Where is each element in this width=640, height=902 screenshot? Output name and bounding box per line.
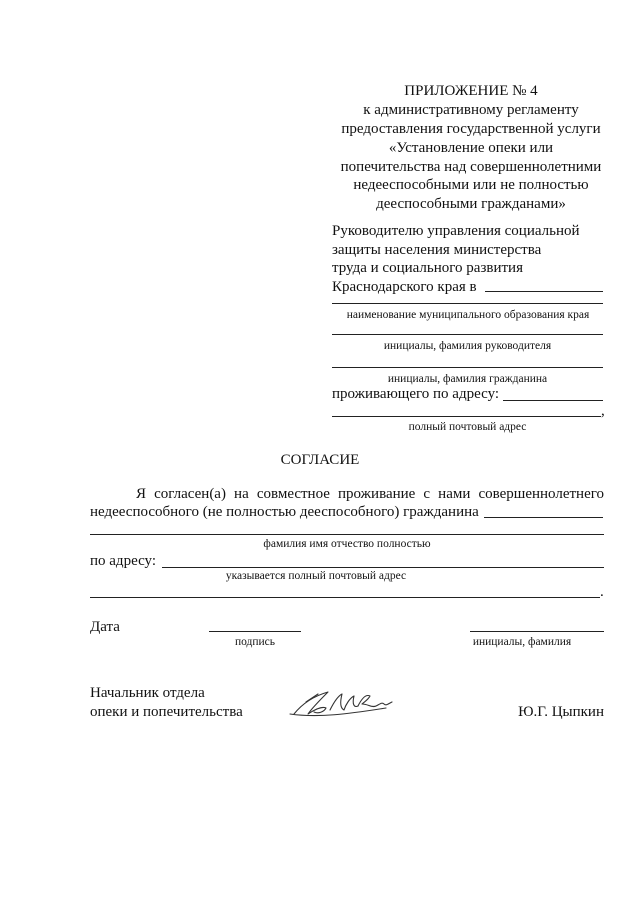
region-blank-line xyxy=(485,291,603,292)
consent-address-caption: указывается полный почтовый адрес xyxy=(225,570,407,582)
official-position-line-2: опеки и попечительства xyxy=(90,704,243,720)
consent-text-line-1: Я согласен(а) на совместное проживание с нами совершеннолетнего xyxy=(136,486,604,502)
addressee-line-3: труда и социального развития xyxy=(332,260,523,276)
fio-caption: фамилия имя отчество полностью xyxy=(263,538,431,550)
addressee-line-1: Руководителю управления социальной xyxy=(332,223,580,239)
consent-address-blank-line xyxy=(162,567,604,568)
addressee-line-4: Краснодарского края в xyxy=(332,279,477,295)
official-name: Ю.Г. Цыпкин xyxy=(518,704,604,720)
appendix-line-3: «Установление опеки или xyxy=(388,140,554,156)
handwritten-signature xyxy=(288,684,408,724)
residing-label: проживающего по адресу: xyxy=(332,386,500,402)
head-blank-line xyxy=(332,334,603,335)
consent-text-line-2: недееспособного (не полностью дееспособного) гражданина xyxy=(90,504,479,520)
appendix-line-5: недееспособными или не полностью xyxy=(353,177,589,193)
name-blank-line xyxy=(470,631,604,632)
signature-caption: подпись xyxy=(234,636,276,648)
appendix-line-1: к административному регламенту xyxy=(363,102,579,118)
citizen-blank-line xyxy=(332,367,603,368)
date-label: Дата xyxy=(90,619,120,635)
address-blank-line xyxy=(332,416,601,417)
citizen-caption: инициалы, фамилия гражданина xyxy=(387,373,548,385)
municipality-caption: наименование муниципального образования края xyxy=(346,309,590,321)
citizen-name-blank-line xyxy=(484,517,603,518)
addressee-line-2: защиты населения министерства xyxy=(332,242,542,258)
address-comma: , xyxy=(601,403,605,419)
municipality-blank-line xyxy=(332,303,603,304)
signature-blank-line xyxy=(209,631,301,632)
appendix-line-2: предоставления государственной услуги xyxy=(341,121,601,137)
official-position-line-1: Начальник отдела xyxy=(90,685,205,701)
residing-blank-line xyxy=(503,400,603,401)
consent-address-blank-line-2 xyxy=(90,597,600,598)
name-caption: инициалы, фамилия xyxy=(472,636,572,648)
consent-heading: СОГЛАСИЕ xyxy=(280,452,360,468)
fio-blank-line xyxy=(90,534,604,535)
consent-address-label: по адресу: xyxy=(90,553,157,569)
consent-address-dot: . xyxy=(600,584,604,600)
appendix-title: ПРИЛОЖЕНИЕ № 4 xyxy=(404,83,538,99)
appendix-line-4: попечительства над совершеннолетними xyxy=(340,159,602,175)
address-caption: полный почтовый адрес xyxy=(408,421,527,433)
appendix-line-6: дееспособными гражданами» xyxy=(376,196,566,212)
head-caption: инициалы, фамилия руководителя xyxy=(383,340,552,352)
